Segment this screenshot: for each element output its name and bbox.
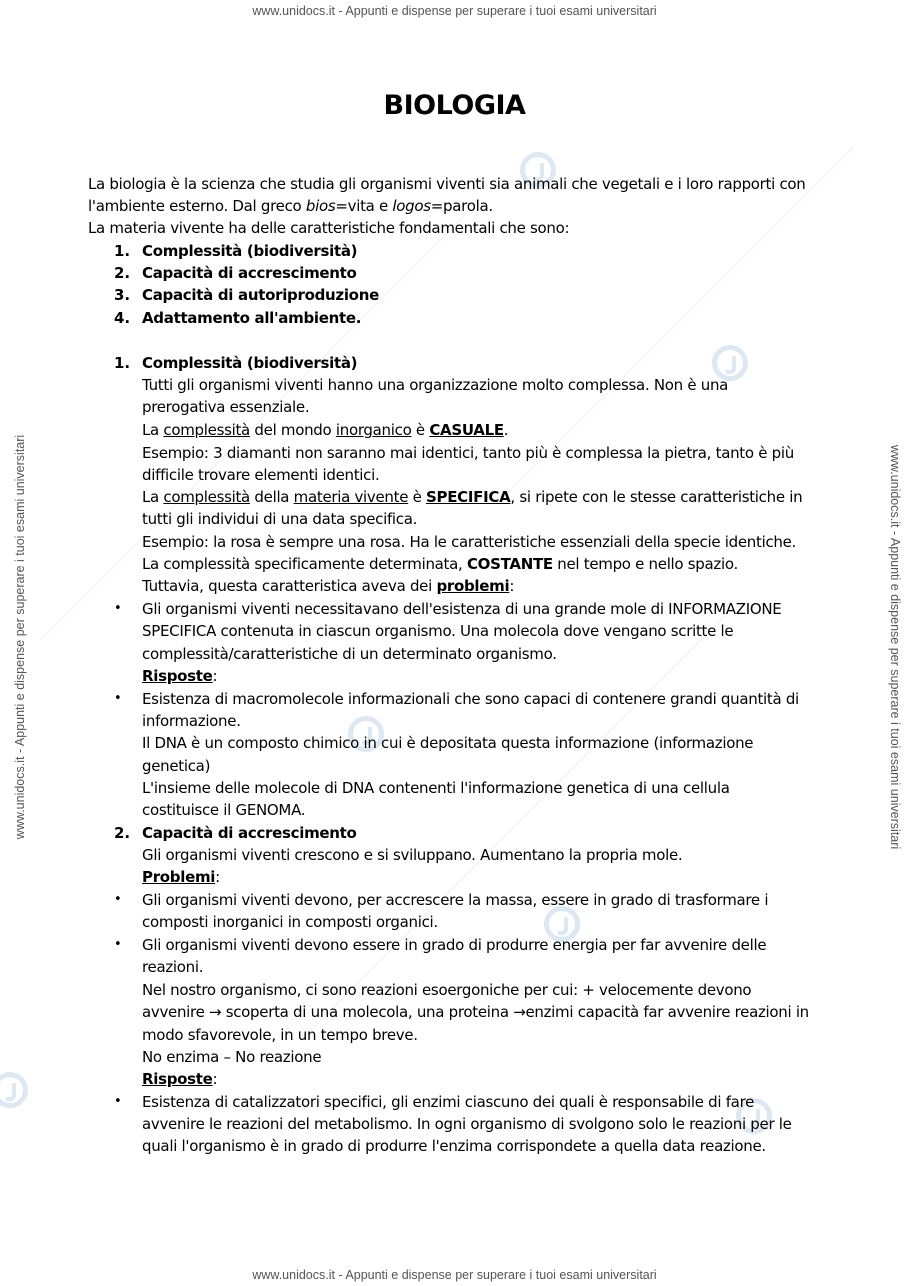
list-number: 2. <box>114 264 131 282</box>
paragraph-line: Gli organismi viventi crescono e si sviluppano. Aumentano la propria mole. <box>142 846 683 864</box>
section-number: 1. <box>114 354 131 372</box>
paragraph-line: La complessità specificamente determinata, COSTANTE nel tempo e nello spazio. <box>142 555 738 573</box>
bullet-line: reazioni. <box>142 958 204 976</box>
paragraph-line: prerogativa essenziale. <box>142 398 310 416</box>
watermark-left-side: www.unidocs.it - Appunti e dispense per superare i tuoi esami universitari <box>13 434 27 840</box>
bullet-line: avvenire le reazioni del metabolismo. In ogni organismo di svolgono solo le reazioni per le <box>142 1115 792 1133</box>
bullet-line: genetica) <box>142 757 211 775</box>
bullet-line: Gli organismi viventi necessitavano dell'esistenza di una grande mole di INFORMAZIONE <box>142 600 782 618</box>
keyword-problemi: problemi <box>436 577 510 595</box>
list-number: 1. <box>114 242 131 260</box>
paragraph-line: tutti gli individui di una data specifica. <box>142 510 418 528</box>
bullet-line: costituisce il GENOMA. <box>142 801 306 819</box>
list-item: Capacità di accrescimento <box>142 264 357 282</box>
bullet-line: Nel nostro organismo, ci sono reazioni esoergoniche per cui: + velocemente devono <box>142 981 752 999</box>
bullet-line: quali l'organismo è in grado di produrre l'enzima corrispondete a quella data reazione. <box>142 1137 766 1155</box>
section-number: 2. <box>114 824 131 842</box>
watermark-logo-icon <box>0 1072 28 1108</box>
list-number: 3. <box>114 286 131 304</box>
intro-line: La biologia è la scienza che studia gli organismi viventi sia animali che vegetali e i loro rapporti con <box>88 175 806 193</box>
paragraph-line: difficile trovare elementi identici. <box>142 466 380 484</box>
intro-line: La materia vivente ha delle caratteristiche fondamentali che sono: <box>88 219 570 237</box>
watermark-header: www.unidocs.it - Appunti e dispense per superare i tuoi esami universitari <box>252 4 657 18</box>
bullet-icon: • <box>114 601 122 616</box>
bullet-line: modo sfavorevole, in un tempo breve. <box>142 1026 418 1044</box>
bullet-line: avvenire → scoperta di una molecola, una proteina →enzimi capacità far avvenire reazioni in <box>142 1003 809 1021</box>
list-item: Complessità (biodiversità) <box>142 242 358 260</box>
section-heading: Capacità di accrescimento <box>142 824 357 842</box>
paragraph-line: La complessità del mondo inorganico è CASUALE. <box>142 421 509 439</box>
bullet-line: Gli organismi viventi devono, per accrescere la massa, essere in grado di trasformare i <box>142 891 769 909</box>
bullet-icon: • <box>114 1094 122 1109</box>
bullet-line: complessità/caratteristiche di un determinato organismo. <box>142 645 557 663</box>
paragraph-line: Esempio: 3 diamanti non saranno mai identici, tanto più è complessa la pietra, tanto è più <box>142 444 794 462</box>
bullet-line: Esistenza di macromolecole informazionali che sono capaci di contenere grandi quantità di <box>142 690 799 708</box>
bullet-icon: • <box>114 691 122 706</box>
keyword-specifica: SPECIFICA <box>426 488 511 506</box>
bullet-icon: • <box>114 937 122 952</box>
paragraph-line: La complessità della materia vivente è SPECIFICA, si ripete con le stesse caratteristiche in <box>142 488 803 506</box>
term-logos: logos <box>392 197 431 215</box>
bullet-line: L'insieme delle molecole di DNA contenenti l'informazione genetica di una cellula <box>142 779 730 797</box>
bullet-line: informazione. <box>142 712 241 730</box>
bullet-line: Gli organismi viventi devono essere in grado di produrre energia per far avvenire delle <box>142 936 767 954</box>
term-bios: bios <box>305 197 336 215</box>
subheading-risposte: Risposte: <box>142 667 218 685</box>
watermark-right-side: www.unidocs.it - Appunti e dispense per superare i tuoi esami universitari <box>888 444 902 850</box>
subheading-problemi: Problemi: <box>142 868 220 886</box>
bullet-line: SPECIFICA contenuta in ciascun organismo. Una molecola dove vengano scritte le <box>142 622 734 640</box>
bullet-line: No enzima – No reazione <box>142 1048 322 1066</box>
watermark-footer: www.unidocs.it - Appunti e dispense per superare i tuoi esami universitari <box>252 1268 657 1282</box>
section-heading: Complessità (biodiversità) <box>142 354 358 372</box>
keyword-casuale: CASUALE <box>429 421 504 439</box>
paragraph-line: Tuttavia, questa caratteristica aveva dei problemi: <box>142 577 515 595</box>
list-item: Adattamento all'ambiente. <box>142 309 362 327</box>
document-title: BIOLOGIA <box>383 90 526 121</box>
intro-line: l'ambiente esterno. Dal greco bios=vita e logos=parola. <box>88 197 493 215</box>
list-item: Capacità di autoriproduzione <box>142 286 379 304</box>
list-number: 4. <box>114 309 131 327</box>
bullet-line: composti inorganici in composti organici. <box>142 913 438 931</box>
watermark-diagonal-line <box>300 616 725 1041</box>
bullet-line: Il DNA è un composto chimico in cui è depositata questa informazione (informazione <box>142 734 754 752</box>
bullet-line: Esistenza di catalizzatori specifici, gli enzimi ciascuno dei quali è responsabile di fare <box>142 1093 755 1111</box>
bullet-icon: • <box>114 892 122 907</box>
paragraph-line: Esempio: la rosa è sempre una rosa. Ha le caratteristiche essenziali della specie identiche. <box>142 533 796 551</box>
subheading-risposte: Risposte: <box>142 1070 218 1088</box>
keyword-costante: COSTANTE <box>466 555 553 573</box>
paragraph-line: Tutti gli organismi viventi hanno una organizzazione molto complessa. Non è una <box>142 376 729 394</box>
